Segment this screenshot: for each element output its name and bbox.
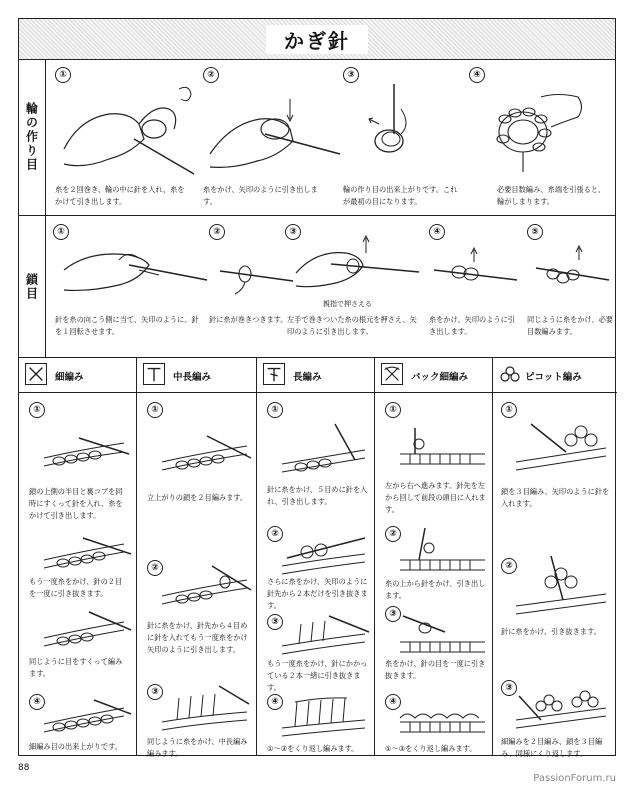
stitch-column-hdc <box>137 358 257 758</box>
rsc-step-1-number: ① <box>385 402 401 418</box>
sc-step-1-illustration <box>39 428 133 478</box>
chain-step-2-number: ② <box>209 224 225 240</box>
sc-step-3-caption: 同じように目をすくって編みます。 <box>29 657 123 678</box>
page-frame <box>18 18 616 756</box>
sc-step-2-illustration <box>39 530 133 576</box>
single-crochet-symbol-icon <box>25 363 47 385</box>
rsc-step-2-number: ② <box>385 526 401 542</box>
hdc-step-1-number: ① <box>147 402 163 418</box>
picot-step-2-illustration <box>511 554 611 624</box>
chain-step-5-number: ⑤ <box>527 224 543 240</box>
stitch-column-picot <box>493 358 617 758</box>
sc-step-2-caption: もう一度糸をかけ、針の２目を一度に引き抜きます。 <box>29 577 123 598</box>
section-chain <box>19 216 615 358</box>
chain-step-5-caption: 同じように糸をかけ、必要目数編みます。 <box>527 315 613 336</box>
hdc-step-2-number: ② <box>147 560 163 576</box>
section-label-chain: 鎖目 <box>19 216 46 357</box>
chain-step-4-number: ④ <box>429 224 445 240</box>
rsc-step-4-number: ④ <box>385 694 401 710</box>
title-bar <box>19 19 615 60</box>
chain-step-2-caption: 針に糸が巻きつきます。 <box>209 315 288 324</box>
picot-step-1-number: ① <box>501 402 517 418</box>
half-double-crochet-symbol-icon <box>143 363 165 385</box>
chain-step-3-number: ③ <box>285 224 301 240</box>
chain-step-3-note: 親指で押さえる <box>323 300 372 308</box>
dc-step-2-caption: さらに糸をかけ、矢印のように針先から２本だけを引き抜きます。 <box>267 577 368 610</box>
hdc-step-2-illustration <box>157 562 253 612</box>
stitch-title-reverse-sc: バック細編み <box>411 372 469 383</box>
page-title: かぎ針 <box>266 25 368 54</box>
ring-step-1-illustration <box>59 79 199 179</box>
picot-step-3-caption: 細編みを２目編み、鎖を３目編み、同様にくり返します。 <box>501 737 603 758</box>
sc-step-4-number: ④ <box>29 694 45 710</box>
chain-step-4-illustration <box>429 240 519 300</box>
rsc-step-3-caption: 糸をかけ、針の目を一度に引き抜きます。 <box>385 659 486 680</box>
picot-step-2-caption: 針に糸をかけ、引き抜きます。 <box>501 627 601 636</box>
stitch-column-reverse-sc <box>375 358 493 755</box>
ring-step-4-caption: 必要目数編み、糸端を引張ると、輪がしまります。 <box>497 185 606 206</box>
sc-step-4-illustration <box>39 698 133 738</box>
stitch-column-sc <box>19 358 137 755</box>
chain-step-4-caption: 糸をかけ、矢印のように引き出します。 <box>429 315 515 336</box>
dc-step-1-number: ① <box>267 402 283 418</box>
rsc-step-3-illustration <box>395 606 489 656</box>
rsc-step-2-illustration <box>395 526 489 576</box>
rsc-step-3-number: ③ <box>385 606 401 622</box>
ring-step-3-caption: 輪の作り目の出来上がりです。これが最初の目になります。 <box>343 185 458 206</box>
ring-step-4-illustration <box>483 77 593 177</box>
page-number: 88 <box>18 763 30 773</box>
chain-step-5-illustration <box>531 240 611 300</box>
chain-step-1-illustration <box>59 230 209 310</box>
picot-step-1-illustration <box>511 418 611 478</box>
sc-step-4-caption: 細編み目の出来上がりです。 <box>29 742 122 751</box>
dc-step-2-illustration <box>277 528 371 578</box>
dc-step-3-caption: もう一度糸をかけ、針にかかっている２本一緒に引き抜きます。 <box>267 659 368 692</box>
stitch-title-picot: ピコット編み <box>525 372 582 383</box>
chain-step-3-caption: 左手で巻きついた糸の根元を押さえ、矢印のように引き出します。 <box>287 315 417 336</box>
section-stitches <box>19 358 615 758</box>
chain-step-1-caption: 針を糸の向こう側に当て、矢印のように、針を１回転させます。 <box>55 315 199 336</box>
stitch-title-hdc: 中長編み <box>173 372 212 383</box>
picot-symbol-icon <box>499 363 521 385</box>
hdc-step-3-illustration <box>157 684 253 734</box>
picot-step-2-number: ② <box>501 558 517 574</box>
sc-step-3-illustration <box>39 608 133 654</box>
rsc-step-1-caption: 左から右へ進みます。針先を左から回して前段の頭目に入れます。 <box>385 481 486 514</box>
chain-step-1-number: ① <box>53 224 69 240</box>
ring-step-2-caption: 糸をかけ、矢印のように引き出します。 <box>203 185 318 206</box>
ring-step-1-caption: 糸を２回巻き、輪の中に針を入れ、糸をかけて引き出します。 <box>55 185 185 206</box>
double-crochet-symbol-icon <box>263 363 285 385</box>
section-ring-cast-on <box>19 59 615 216</box>
dc-step-4-illustration <box>277 694 371 738</box>
reverse-single-crochet-symbol-icon <box>381 363 403 385</box>
sc-step-1-number: ① <box>29 402 45 418</box>
stitch-title-dc: 長編み <box>293 372 322 383</box>
dc-step-2-number: ② <box>267 526 283 542</box>
dc-step-4-caption: ①〜③をくり返し編みます。 <box>267 744 359 753</box>
rsc-step-4-illustration <box>395 698 489 742</box>
watermark: PassionForum.ru <box>533 773 616 784</box>
picot-step-3-number: ③ <box>501 680 517 696</box>
stitch-column-dc <box>257 358 375 755</box>
ring-step-2-illustration <box>205 79 345 179</box>
rsc-step-1-illustration <box>395 424 489 474</box>
ring-step-2-number: ② <box>203 67 219 83</box>
ring-step-3-number: ③ <box>343 67 359 83</box>
chain-step-3-illustration <box>291 228 421 298</box>
dc-step-1-illustration <box>277 420 371 480</box>
hdc-step-2-caption: 針に糸をかけ、針先から４目めに針を入れてもう一度糸をかけ矢印のように引き出します。 <box>147 621 248 654</box>
ring-step-4-number: ④ <box>469 67 485 83</box>
dc-step-1-caption: 針に糸をかけ、５目めに針を入れ、引き出します。 <box>267 485 368 506</box>
chain-step-2-illustration <box>215 246 295 296</box>
rsc-step-2-caption: 糸の上から針をかけ、引き出します。 <box>385 579 486 600</box>
dc-step-3-illustration <box>277 614 371 658</box>
ring-step-1-number: ① <box>55 67 71 83</box>
picot-step-1-caption: 鎖を３目編み、矢印のように針を入れます。 <box>501 487 610 508</box>
dc-step-4-number: ④ <box>267 694 283 710</box>
hdc-step-1-illustration <box>157 428 253 478</box>
stitch-title-sc: 細編み <box>55 372 84 383</box>
hdc-step-3-caption: 同じように糸をかけ、中長編み編みます。 <box>147 737 248 758</box>
dc-step-3-number: ③ <box>267 614 283 630</box>
picot-step-3-illustration <box>511 676 611 736</box>
ring-step-3-illustration <box>349 79 449 179</box>
sc-step-1-caption: 鎖の上側の半目と裏コブを同時にすくって針を入れ、糸をかけて引き出します。 <box>29 487 123 520</box>
section-label-ring: 輪の作り目 <box>19 59 46 215</box>
hdc-step-1-caption: 立上がりの鎖を２目編みます。 <box>147 493 248 502</box>
hdc-step-3-number: ③ <box>147 684 163 700</box>
rsc-step-4-caption: ①〜③をくり返し編みます。 <box>385 744 477 753</box>
